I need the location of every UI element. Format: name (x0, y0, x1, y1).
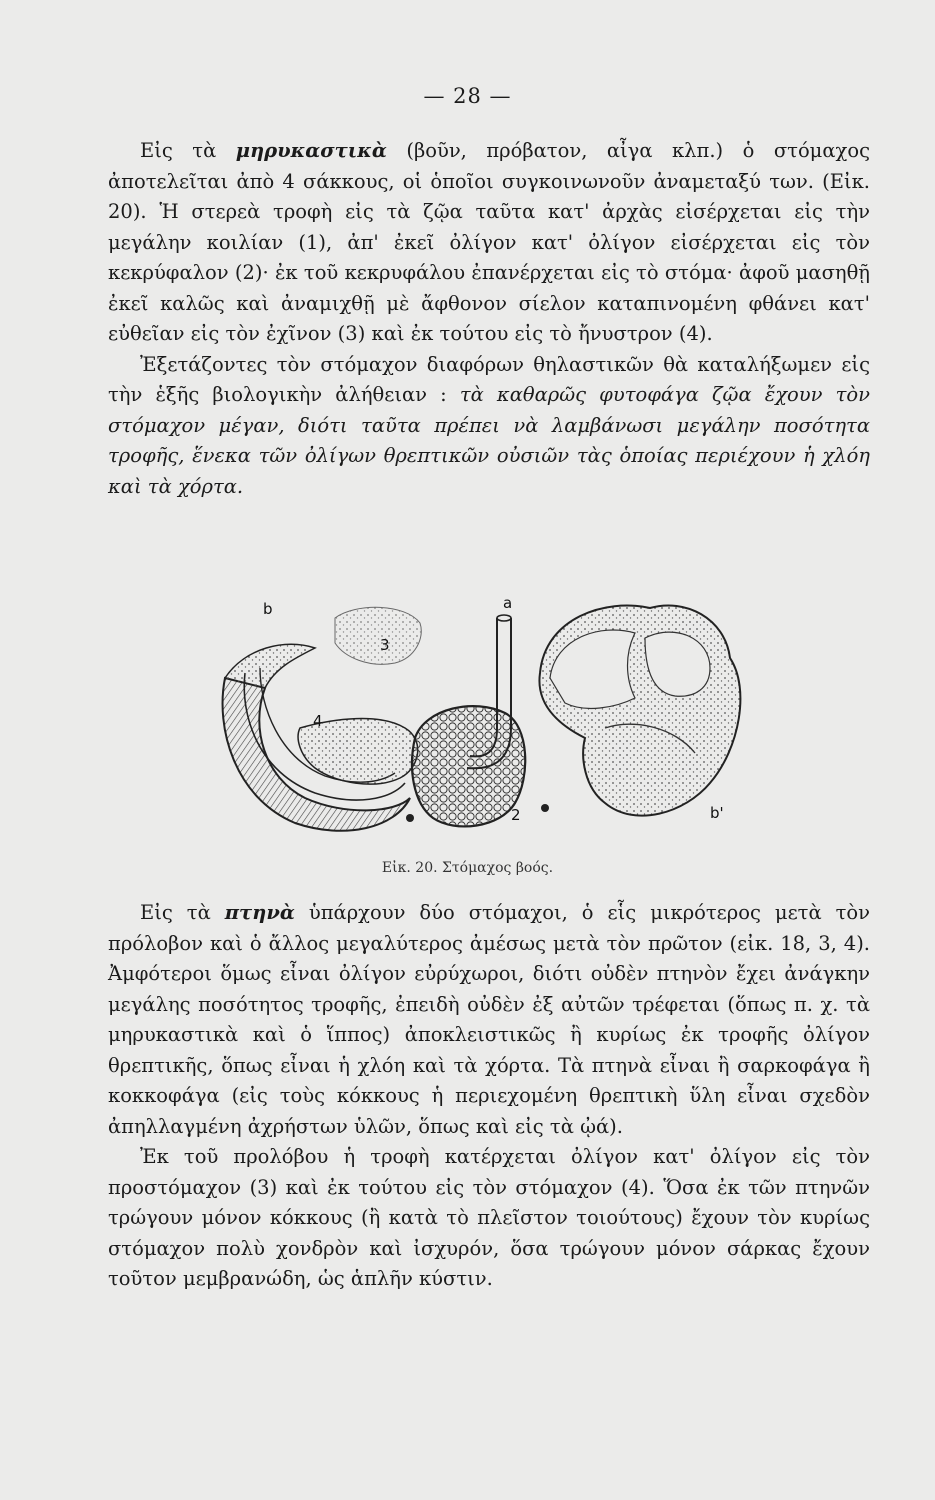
paragraph-lead: Εἰς τὰ (140, 901, 211, 924)
stomach-illustration (205, 578, 753, 848)
marker-dot (406, 814, 414, 822)
paragraph-lead: Ἐξετάζοντες τὸν στόμαχον διαφόρων θηλαστικῶν θὰ καταλήξωμεν εἰς τὴν ἑξῆς βιολογικὴν ἀλήθειαν : (108, 352, 870, 406)
paragraph-ruminants (108, 136, 870, 350)
paragraph-birds (108, 898, 870, 1142)
paragraph-lead: Εἰς τὰ (140, 139, 217, 162)
marker-dot (541, 804, 549, 812)
term-birds: πτηνὰ (224, 901, 295, 924)
text-block-bottom (108, 898, 870, 1295)
figure-label-4: 4 (313, 712, 323, 730)
rumen-chamber (539, 605, 740, 815)
figure-label-a: a (503, 594, 513, 612)
paragraph-text: ὑπάρχουν δύο στόμαχοι, ὁ εἷς μικρότερος μετὰ τὸν πρόλοβον καὶ ὁ ἄλλος μεγαλύτερος ἀμέσως μετὰ τὸν πρῶτον (εἰκ. 18, 3, 4). Ἀμφότεροι ὅμως εἶναι ὀλίγον εὐρύχωροι, διότι οὐδὲν πτηνὸν ἔχει ἀνάγκην μεγάλης ποσότητος τροφῆς, ἐπειδὴ οὐδὲν ἐξ αὐτῶν τρέφεται (ὅπως π. χ. τὰ μηρυκαστικὰ καὶ ὁ ἵππος) ἀποκλειστικῶς ἢ κυρίως ἐκ τροφῆς ὀλίγον θρεπτικῆς, ὅπως εἶναι ἡ χλόη καὶ τὰ χόρτα. Τὰ πτηνὰ εἶναι ἢ σαρκοφάγα ἢ κοκκοφάγα (εἰς τοὺς κόκκους ἡ περιεχομένη θρεπτικὴ ὕλη εἶναι σχεδὸν ἀπηλλαγμένη ἀχρήστων ὑλῶν, ὅπως καὶ εἰς τὰ ᾠά). (108, 901, 871, 1138)
figure-label-2: 2 (511, 806, 521, 824)
paragraph-text: (βοῦν, πρόβατον, αἶγα κλπ.) ὁ στόμαχος ἀποτελεῖται ἀπὸ 4 σάκκους, οἱ ὁποῖοι συγκοινωνοῦν ἀναμεταξύ των. (Εἰκ. 20). Ἡ στερεὰ τροφὴ εἰς τὰ ζῷα ταῦτα κατ' ἀρχὰς εἰσέρχεται εἰς τὴν μεγάλην κοιλίαν (1), ἀπ' ἐκεῖ ὀλίγον κατ' ὀλίγον εἰσέρχεται εἰς τὸν κεκρύφαλον (2)· ἐκ τοῦ κεκρυφάλου ἐπανέρχεται εἰς τὸ στόμα· ἀφοῦ μασηθῇ ἐκεῖ καλῶς καὶ ἀναμιχθῇ μὲ ἄφθονον σίελον καταπινομένη φθάνει κατ' εὐθεῖαν εἰς τὸν ἐχῖνον (3) καὶ ἐκ τούτου εἰς τὸ ἤνυστρον (4). (108, 139, 871, 345)
paragraph-text: Ἐκ τοῦ προλόβου ἡ τροφὴ κατέρχεται ὀλίγον κατ' ὀλίγον εἰς τὸν προστόμαχον (3) καὶ ἐκ τούτου εἰς τὸν στόμαχον (4). Ὅσα ἐκ τῶν πτηνῶν τρώγουν μόνον κόκκους (ἢ κατὰ τὸ πλεῖστον τοιούτους) ἔχουν τὸν κυρίως στόμαχον πολὺ χονδρὸν καὶ ἰσχυρόν, ὅσα τρώγουν μόνον σάρκας ἔχουν τοῦτον μεμβρανώδη, ὡς ἁπλῆν κύστιν. (108, 1145, 870, 1290)
reticulum-lid (335, 607, 421, 664)
reticulum-chamber (412, 706, 525, 826)
figure-label-3: 3 (380, 636, 390, 654)
figure-caption: Εἰκ. 20. Στόμαχος βοός. (381, 860, 554, 876)
paragraph-italic-text: τὰ καθαρῶς φυτοφάγα ζῷα ἔχουν τὸν στόμαχον μέγαν, διότι ταῦτα πρέπει νὰ λαμβάνωσι μεγάλην ποσότητα τροφῆς, ἕνεκα τῶν ὀλίγων θρεπτικῶν οὐσιῶν τὰς ὁποίας περιέχουν ἡ χλόη καὶ τὰ χόρτα. (108, 383, 870, 498)
paragraph-crop (108, 1142, 870, 1295)
term-ruminants: μηρυκαστικὰ (235, 139, 387, 162)
paragraph-biological-truth (108, 350, 870, 503)
page-number: — 28 — (423, 84, 512, 108)
text-block-top (108, 136, 870, 502)
figure-label-b-prime: b' (710, 804, 724, 822)
figure-label-b: b (263, 600, 273, 618)
